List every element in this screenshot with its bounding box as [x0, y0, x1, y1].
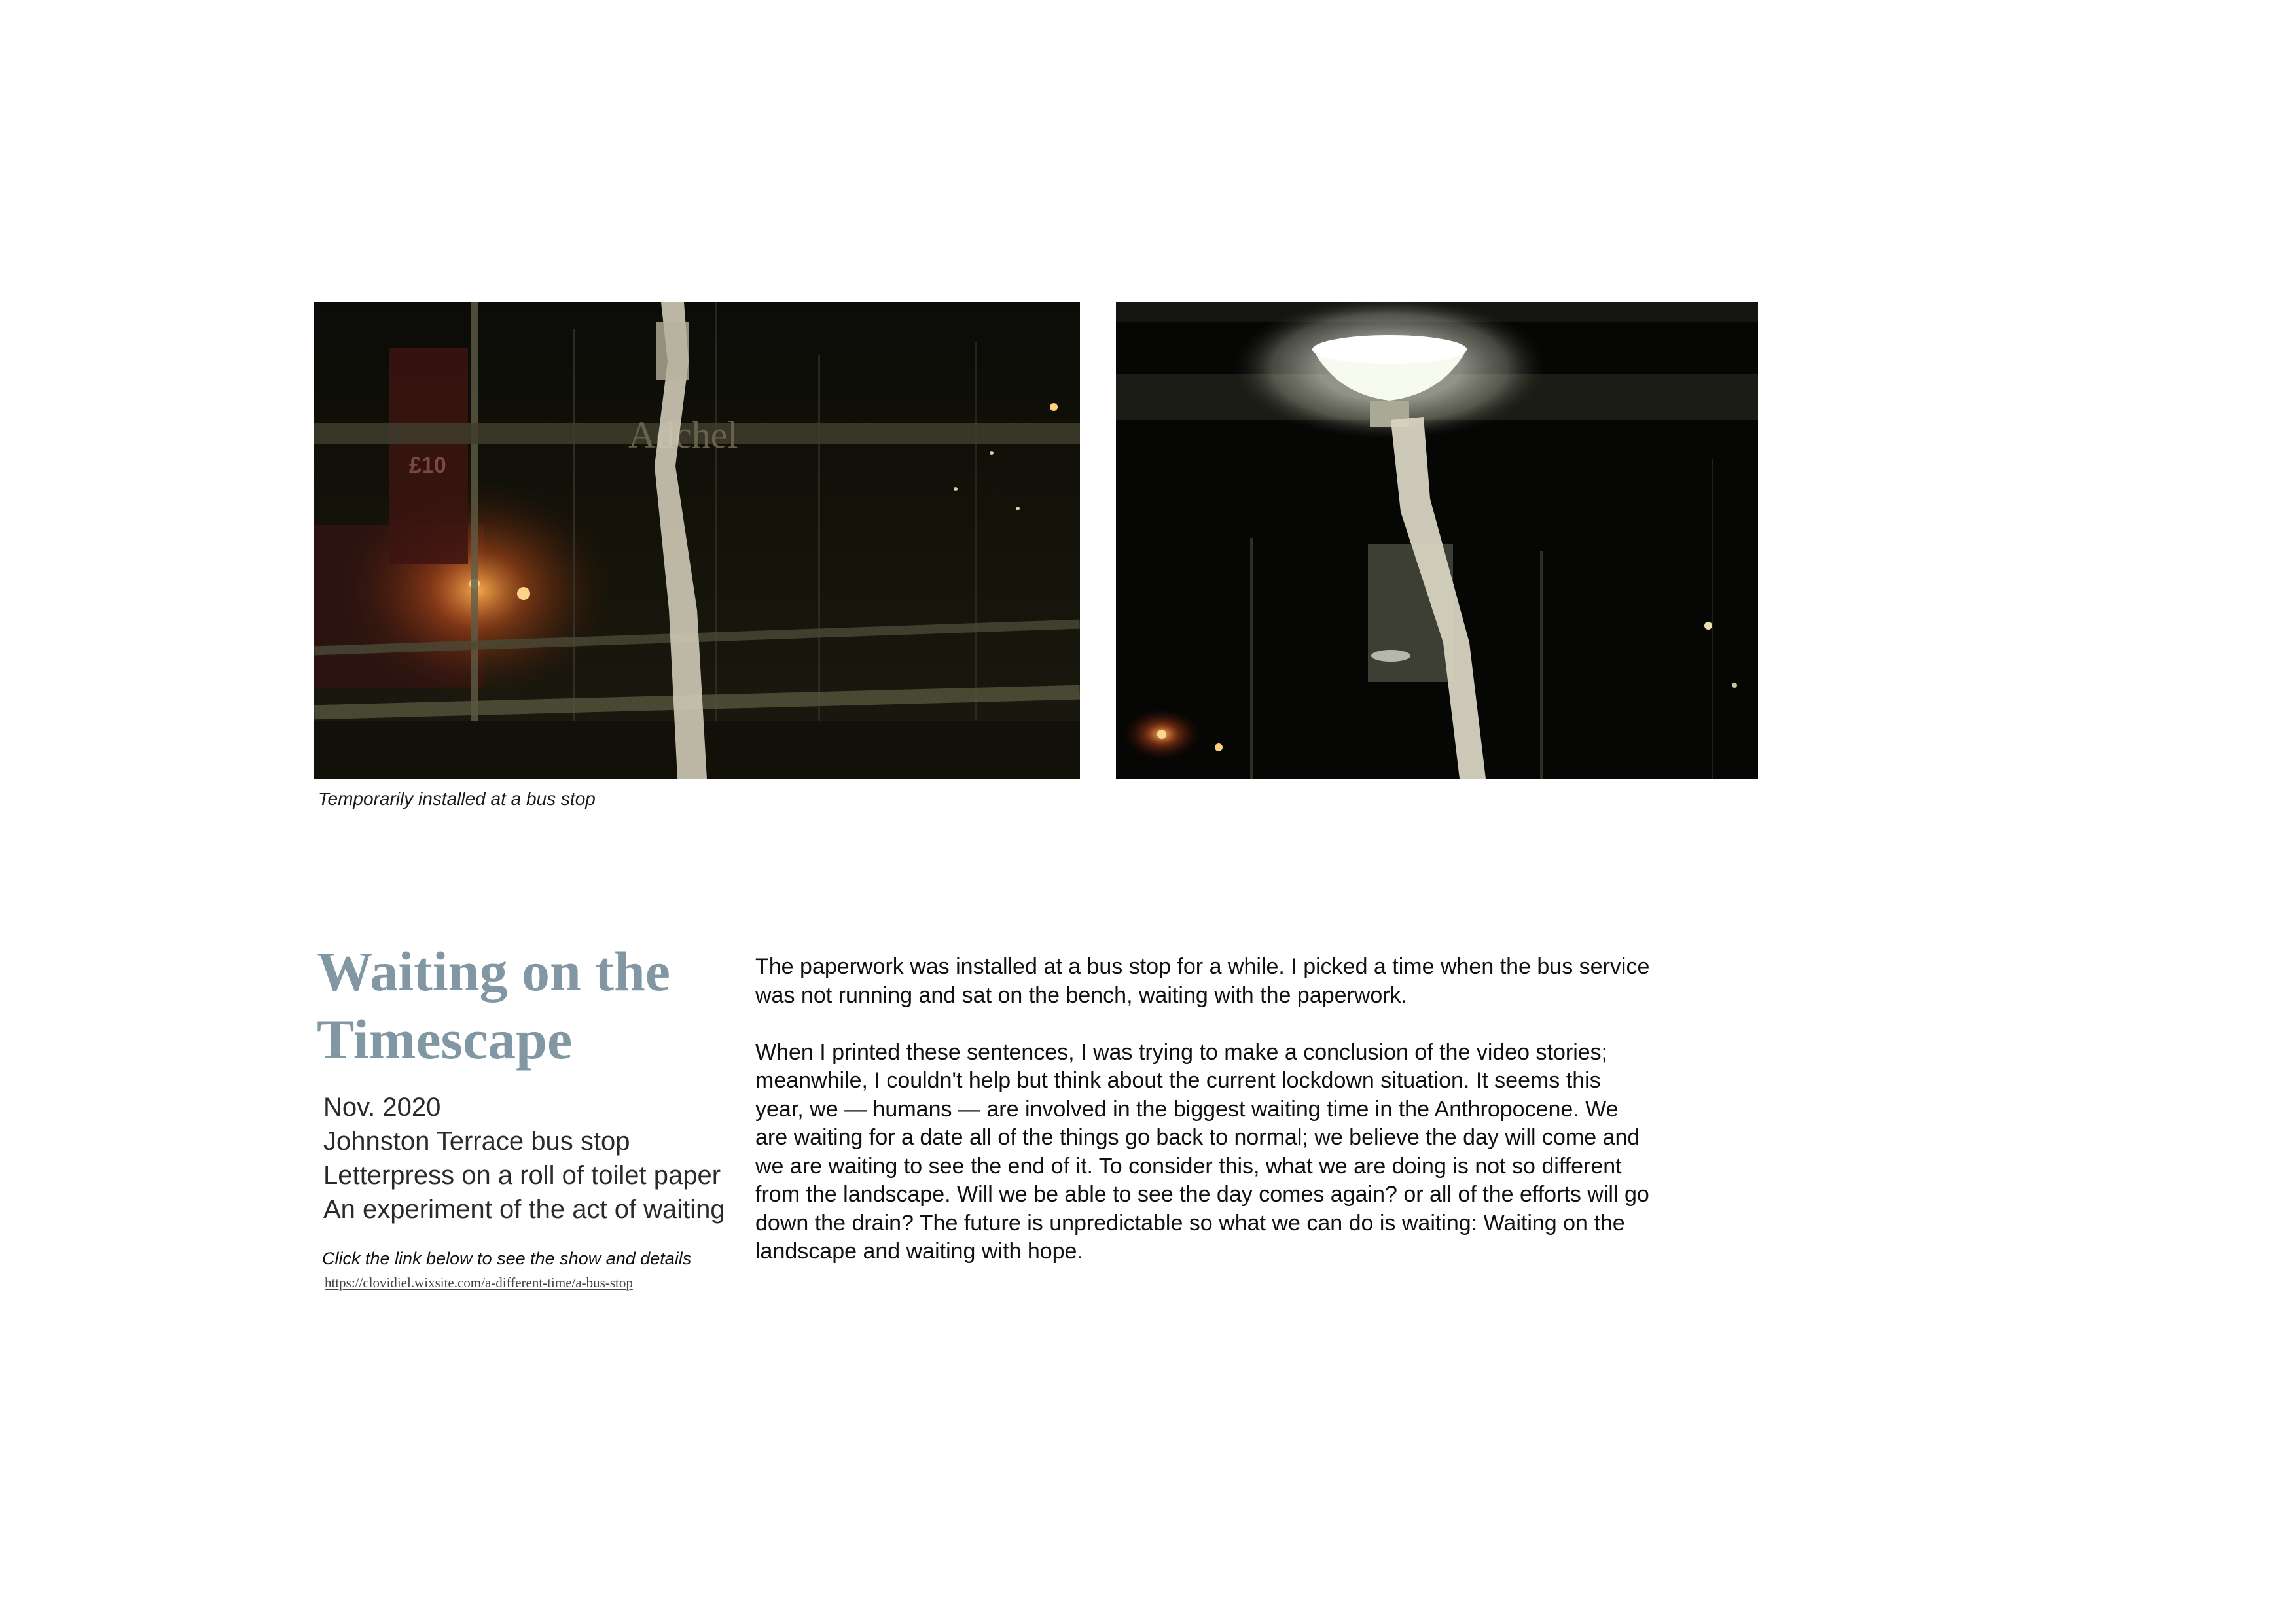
- detail-location: Johnston Terrace bus stop: [323, 1127, 630, 1156]
- link-instruction: Click the link below to see the show and details: [322, 1249, 692, 1268]
- price-sign-text: £10: [409, 453, 446, 478]
- photo-caption: Temporarily installed at a bus stop: [318, 789, 596, 809]
- paragraph-2: When I printed these sentences, I was trying to make a conclusion of the video stories; meanwhile, I couldn't help but think about the current lockdown situation. It seems this year, we — humans — are involved in the biggest waiting time in the Anthropocene. We are waiting for a date all of the things go back to normal; we believe the day will come and we are waiting to see the end of it. To consider this, what we are doing is not so different from the landscape. Will we be able to see the day comes again? or all of the efforts will go down the drain? The future is unpredictable so what we can do is waiting: Waiting on the landscape and waiting with hope.: [755, 1039, 1649, 1264]
- paragraph-1: The paperwork was installed at a bus stop for a while. I picked a time when the bus service was not running and sat on the bench, waiting with the paperwork.: [755, 954, 1650, 1008]
- detail-medium: Letterpress on a roll of toilet paper: [323, 1161, 721, 1190]
- bus-stop-night-photo: [314, 302, 1080, 779]
- lamp-night-photo: [1116, 302, 1758, 779]
- page-title: Waiting on the Timescape: [317, 940, 670, 1071]
- artwork-details: [323, 1090, 742, 1226]
- detail-date: Nov. 2020: [323, 1093, 441, 1122]
- description-text: [755, 953, 1652, 1294]
- show-details-link[interactable]: https://clovidiel.wixsite.com/a-different-time/a-bus-stop: [325, 1275, 633, 1291]
- detail-description: An experiment of the act of waiting: [323, 1195, 725, 1224]
- shop-sign-text: Adchel: [628, 414, 738, 456]
